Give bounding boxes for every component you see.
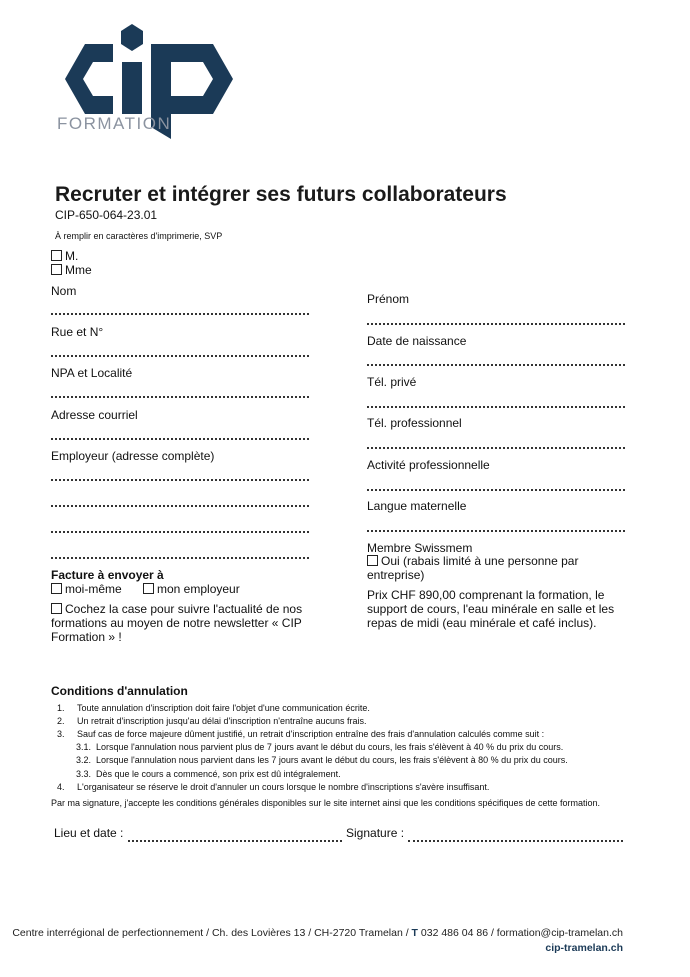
place-date-field[interactable] (128, 840, 342, 842)
email-label: Adresse courriel (51, 408, 138, 422)
conditions-title: Conditions d'annulation (51, 684, 188, 698)
mrs-label: Mme (65, 263, 92, 277)
swissmem-label: Oui (rabais limité à une personne par entreprise) (367, 554, 579, 582)
condition-item (57, 781, 489, 794)
tel-pro-label: Tél. professionnel (367, 416, 462, 430)
prenom-label: Prénom (367, 292, 410, 306)
condition-subitem (76, 754, 568, 767)
condition-item (57, 702, 370, 715)
activite-label: Activité professionnelle (367, 458, 490, 472)
npa-label: NPA et Localité (51, 366, 133, 380)
naissance-label: Date de naissance (367, 334, 467, 348)
rue-label: Rue et N° (51, 325, 104, 339)
signature-field[interactable] (408, 840, 623, 842)
price-info: Prix CHF 890,00 comprenant la formation, le support de cours, l'eau minérale en salle et les repas de midi (eau minérale et café inclus). (367, 588, 615, 630)
footer-address (12, 927, 623, 939)
condition-number: 3.2. (76, 755, 92, 765)
condition-number: 1. (57, 703, 65, 713)
footer-address-text: Centre interrégional de perfectionnement / Ch. des Lovières 13 / CH-2720 Tramelan / (12, 927, 412, 939)
nom-label: Nom (51, 284, 77, 298)
employer-label: mon employeur (157, 582, 240, 596)
phone-prefix: T (411, 927, 418, 939)
fill-instruction: À remplir en caractères d'imprimerie, SVP (55, 231, 223, 241)
condition-text: Dès que le cours a commencé, son prix est dû intégralement. (96, 769, 341, 779)
langue-label: Langue maternelle (367, 499, 467, 513)
condition-text: Sauf cas de force majeure dûment justifié, un retrait d'inscription entraîne des frais d'annulation calculés comme suit : (77, 729, 545, 739)
footer-website[interactable]: cip-tramelan.ch (545, 942, 623, 954)
condition-text: L'organisateur se réserve le droit d'annuler un cours lorsque le nombre d'inscriptions s'avère insuffisant. (77, 782, 490, 792)
condition-subitem (76, 768, 341, 781)
condition-text: Lorsque l'annulation nous parvient dans les 7 jours avant le début du cours, les frais s'élèvent à 80 % du prix du cours. (96, 755, 568, 765)
condition-number: 3. (57, 729, 65, 739)
condition-text: Lorsque l'annulation nous parvient plus de 7 jours avant le début du cours, les frais s'élèvent à 40 % du prix du cours. (96, 742, 564, 752)
newsletter-label: Cochez la case pour suivre l'actualité de nos formations au moyen de notre newsletter « CIP Formation » ! (51, 602, 303, 644)
form-title: Recruter et intégrer ses futurs collaborateurs (55, 183, 507, 206)
condition-item (57, 728, 544, 741)
course-reference: CIP-650-064-23.01 (55, 208, 158, 222)
condition-item (57, 715, 367, 728)
place-date-label: Lieu et date : (54, 826, 124, 840)
signature-label: Signature : (346, 826, 405, 840)
self-label: moi-même (65, 582, 122, 596)
logo-subtitle: FORMATION (57, 114, 172, 133)
acceptance-statement: Par ma signature, j'accepte les conditions générales disponibles sur le site internet ainsi que les conditions spécifiques de cette formation. (51, 798, 601, 808)
condition-subitem (76, 741, 563, 754)
condition-number: 2. (57, 716, 65, 726)
condition-text: Toute annulation d'inscription doit faire l'objet d'une communication écrite. (77, 703, 370, 713)
billing-title: Facture à envoyer à (51, 568, 164, 582)
condition-text: Un retrait d'inscription jusqu'au délai d'inscription n'entraîne aucuns frais. (77, 716, 367, 726)
condition-number: 3.1. (76, 742, 92, 752)
condition-number: 4. (57, 782, 65, 792)
condition-number: 3.3. (76, 769, 92, 779)
swissmem-title: Membre Swissmem (367, 541, 473, 555)
footer-phone-email: 032 486 04 86 / formation@cip-tramelan.ch (417, 927, 623, 939)
mr-label: M. (65, 249, 79, 263)
tel-prive-label: Tél. privé (367, 375, 417, 389)
employeur-label: Employeur (adresse complète) (51, 449, 215, 463)
